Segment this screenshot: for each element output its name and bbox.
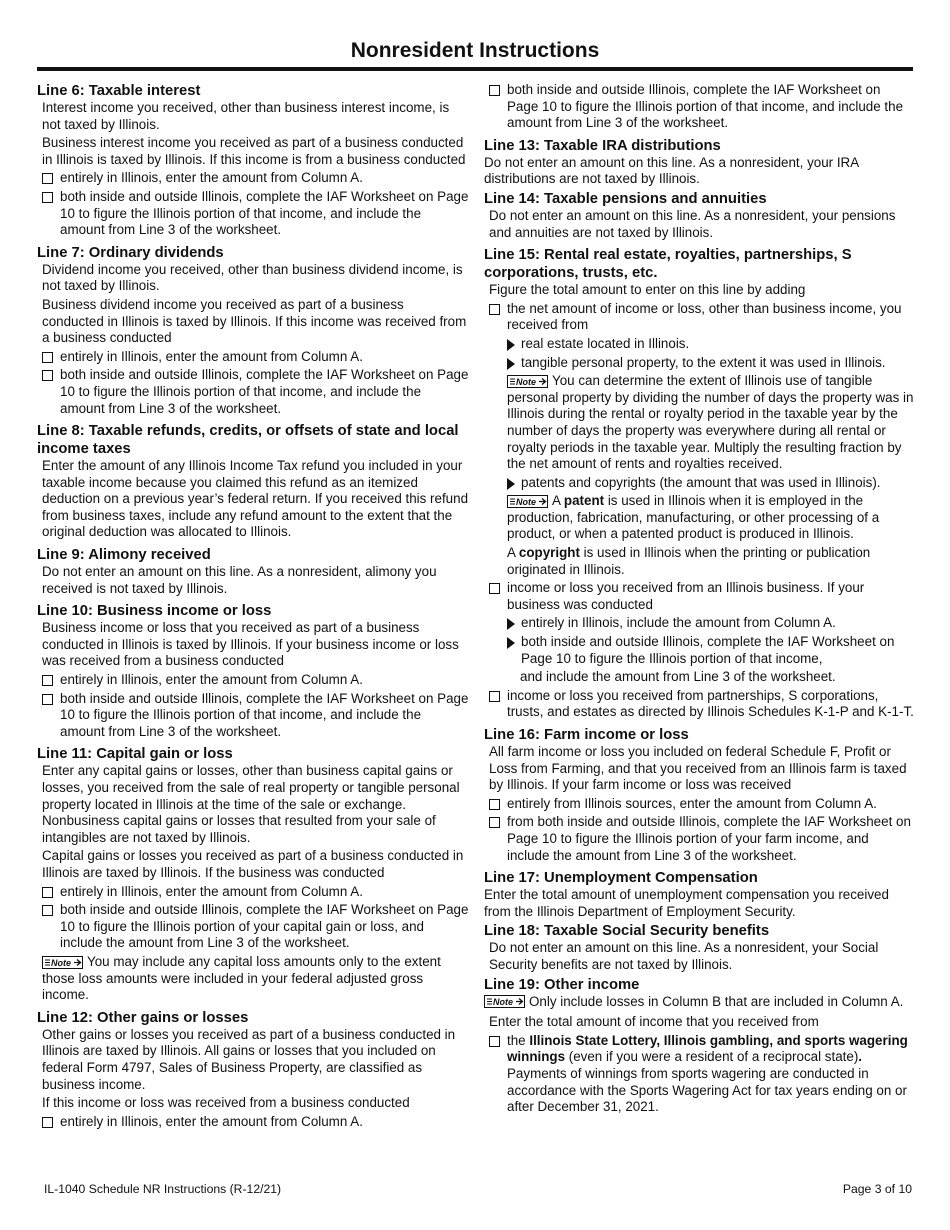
note-icon [507, 495, 549, 508]
line-6-section [37, 82, 469, 239]
line-17-section [484, 869, 914, 920]
copyright-paragraph: A copyright is used in Illinois when the printing or publication originated in Illinois. [507, 545, 871, 577]
paragraph: Do not enter an amount on this line. As a nonresident, alimony you received is not taxed by Illinois. [42, 564, 437, 596]
paragraph: If this income or loss was received from a business conducted [42, 1095, 410, 1111]
checkbox-item: income or loss you received from an Illinois business. If your business was conducted [484, 580, 914, 613]
checkbox-item: both inside and outside Illinois, complete the IAF Worksheet on Page 10 to figure the Illinois portion of that income, and include the amount from Line 3 of the worksheet. [37, 691, 469, 741]
note-icon [507, 375, 549, 388]
paragraph: Enter the total amount of income that you received from [489, 1014, 819, 1030]
checkbox-icon [489, 583, 500, 594]
arrow-bullet-icon [507, 339, 515, 351]
arrow-bullet-icon [507, 478, 515, 490]
paragraph: Business dividend income you received as part of a business conducted in Illinois is taxed by Illinois. If this income was received from a business conducted [42, 296, 467, 346]
line-8-section [37, 422, 469, 541]
line-7-heading: Line 7: Ordinary dividends [37, 244, 224, 261]
note-icon [484, 995, 526, 1008]
line-12-continued [484, 82, 914, 132]
arrow-item: patents and copyrights (the amount that was used in Illinois). [484, 475, 914, 492]
checkbox-item: entirely in Illinois, enter the amount from Column A. [37, 1114, 469, 1131]
checkbox-icon [42, 173, 53, 184]
line-16-heading: Line 16: Farm income or loss [484, 727, 689, 743]
line-10-heading: Line 10: Business income or loss [37, 603, 272, 620]
paragraph: Other gains or losses you received as part of a business conducted in Illinois are taxed by Illinois. All gains or losses that you included on federal Form 4797, Sales of Business Property, are classified as business income. [42, 1026, 456, 1092]
line-11-section [37, 745, 469, 1003]
checkbox-item: income or loss you received from partnerships, S corporations, trusts, and estates as directed by Illinois Schedules K-1-P and K-1-T. [484, 688, 914, 721]
checkbox-icon [489, 85, 500, 96]
line-18-heading: Line 18: Taxable Social Security benefits [484, 923, 770, 940]
note: A patent is used in Illinois when it is employed in the production, fabrication, manufacturing, or other processing of a product, or when a patented product is produced in Illinois. [507, 493, 880, 542]
paragraph: Business income or loss that you received as part of a business conducted in Illinois is taxed by Illinois. If your business income or loss was received from a business conducted [42, 620, 459, 669]
line-9-section [37, 546, 469, 597]
line-15-section [484, 246, 914, 721]
checkbox-item: entirely in Illinois, enter the amount from Column A. [37, 884, 469, 901]
paragraph: Do not enter an amount on this line. As a nonresident, your Social Security benefits are not taxed by Illinois. [489, 940, 879, 972]
paragraph: Business interest income you received as part of a business conducted in Illinois is taxed by Illinois. If this income is from a business conducted [42, 135, 466, 167]
paragraph: Figure the total amount to enter on this line by adding [489, 282, 806, 298]
paragraph: Enter any capital gains or losses, other than business capital gains or losses, you received from the sale of real property or tangible personal property located in Illinois at the time of the sale or exchange. Nonbusiness capital gains or losses that resulted from your sale of intangibles are not taxed by Illinois. [42, 763, 460, 845]
paragraph: All farm income or loss you included on federal Schedule F, Profit or Loss from Farming, and that you received from an Illinois farm is taxed by Illinois. If your farm income or loss was received [489, 744, 907, 793]
checkbox-item: both inside and outside Illinois, complete the IAF Worksheet on Page 10 to figure the Illinois portion of that income, and include the amount from Line 3 of the worksheet. [484, 82, 914, 132]
line-19-section [484, 976, 914, 1116]
arrow-item: entirely in Illinois, include the amount from Column A. [484, 615, 914, 632]
line-13-section [484, 137, 914, 188]
arrow-bullet-icon [507, 358, 515, 370]
paragraph: Enter the total amount of unemployment compensation you received from the Illinois Department of Employment Security. [484, 887, 889, 919]
checkbox-icon [489, 691, 500, 702]
line-19-heading: Line 19: Other income [484, 976, 640, 993]
checkbox-item: entirely in Illinois, enter the amount from Column A. [37, 672, 469, 689]
line-14-section [484, 190, 914, 241]
paragraph: Dividend income you received, other than business dividend income, is not taxed by Illinois. [42, 261, 463, 294]
checkbox-icon [42, 887, 53, 898]
right-column [484, 82, 914, 1121]
note: Only include losses in Column B that are included in Column A. [484, 994, 914, 1011]
line-9-heading: Line 9: Alimony received [37, 547, 211, 564]
line-6-heading: Line 6: Taxable interest [37, 83, 201, 99]
paragraph: Enter the amount of any Illinois Income Tax refund you included in your taxable income because you claimed this refund as an itemized deduction on a previous year’s federal return. If you received this refund from business taxes, include any refund amount to the extent that the original deduction was allocated to Illinois. [42, 458, 469, 540]
paragraph: Do not enter an amount on this line. As a nonresident, your IRA distributions are not taxed by Illinois. [484, 154, 859, 187]
checkbox-item: both inside and outside Illinois, complete the IAF Worksheet on Page 10 to figure the Illinois portion of your capital gain or loss, and include the amount from Line 3 of the worksheet. [37, 902, 469, 952]
checkbox-item: the Illinois State Lottery, Illinois gambling, and sports wagering winnings (even if you were a resident of a reciprocal state). Payments of winnings from sports wagering are conducted in accordance with the Sports Wagering Act for tax years ending on or after December 31, 2021. [484, 1033, 914, 1116]
line-18-section [484, 922, 914, 973]
checkbox-item: both inside and outside Illinois, complete the IAF Worksheet on Page 10 to figure the Illinois portion of that income, and include the amount from Line 3 of the worksheet. [37, 367, 469, 417]
checkbox-icon [489, 304, 500, 315]
paragraph: Do not enter an amount on this line. As a nonresident, your pensions and annuities are not taxed by Illinois. [489, 207, 896, 240]
note: You may include any capital loss amounts only to the extent those loss amounts were included in your federal adjusted gross income. [42, 953, 441, 1003]
checkbox-icon [489, 1036, 500, 1047]
line-8-heading: Line 8: Taxable refunds, credits, or offsets of state and local income taxes [37, 423, 459, 458]
line-14-heading: Line 14: Taxable pensions and annuities [484, 190, 767, 207]
paragraph: Capital gains or losses you received as part of a business conducted in Illinois are taxed by Illinois. If the business was conducted [42, 848, 464, 880]
title-rule [37, 67, 913, 71]
footer-page-number: Page 3 of 10 [842, 1182, 912, 1196]
page-title: Nonresident Instructions [350, 39, 600, 62]
line-13-heading: Line 13: Taxable IRA distributions [484, 137, 721, 154]
line-15-heading: Line 15: Rental real estate, royalties, partnerships, S corporations, trusts, etc. [484, 247, 852, 282]
checkbox-icon [42, 192, 53, 203]
line-11-heading: Line 11: Capital gain or loss [37, 746, 233, 763]
checkbox-item: from both inside and outside Illinois, complete the IAF Worksheet on Page 10 to figure the Illinois portion of your farm income, and include the amount from Line 3 of the worksheet. [484, 814, 914, 864]
note: You can determine the extent of Illinois use of tangible personal property by dividing the number of days the property was in Illinois during the rental or royalty period in the taxable year by the number of days the property was everywhere during all rental or royalty periods in the taxable year. Multiply the resulting fraction by the net amount of rents and royalties received. [507, 373, 914, 472]
arrow-item: tangible personal property, to the extent it was used in Illinois. [484, 355, 914, 372]
checkbox-item: both inside and outside Illinois, complete the IAF Worksheet on Page 10 to figure the Illinois portion of that income, and include the amount from Line 3 of the worksheet. [37, 189, 469, 239]
line-10-section [37, 602, 469, 740]
checkbox-icon [42, 352, 53, 363]
checkbox-icon [42, 905, 53, 916]
line-16-section [484, 726, 914, 864]
paragraph: Interest income you received, other than business interest income, is not taxed by Illinois. [42, 100, 450, 132]
arrow-item: both inside and outside Illinois, complete the IAF Worksheet on Page 10 to figure the Illinois portion of that income, [484, 634, 914, 667]
line-12-section [37, 1009, 469, 1131]
checkbox-item: entirely in Illinois, enter the amount from Column A. [37, 349, 469, 366]
checkbox-icon [489, 817, 500, 828]
checkbox-item: entirely in Illinois, enter the amount from Column A. [37, 170, 469, 187]
checkbox-icon [42, 694, 53, 705]
left-column [37, 82, 469, 1135]
checkbox-icon [42, 370, 53, 381]
footer-form-id: IL-1040 Schedule NR Instructions (R-12/21) [44, 1182, 282, 1196]
checkbox-icon [42, 675, 53, 686]
arrow-item-continued: and include the amount from Line 3 of the worksheet. [520, 669, 836, 685]
note-icon [42, 956, 84, 969]
arrow-bullet-icon [507, 637, 515, 649]
checkbox-item: entirely from Illinois sources, enter the amount from Column A. [484, 796, 914, 813]
line-12-heading: Line 12: Other gains or losses [37, 1009, 249, 1026]
arrow-item: real estate located in Illinois. [484, 336, 914, 353]
line-7-section [37, 244, 469, 417]
checkbox-icon [489, 799, 500, 810]
checkbox-icon [42, 1117, 53, 1128]
arrow-bullet-icon [507, 618, 515, 630]
checkbox-item: the net amount of income or loss, other than business income, you received from [484, 301, 914, 334]
line-17-heading: Line 17: Unemployment Compensation [484, 870, 758, 887]
